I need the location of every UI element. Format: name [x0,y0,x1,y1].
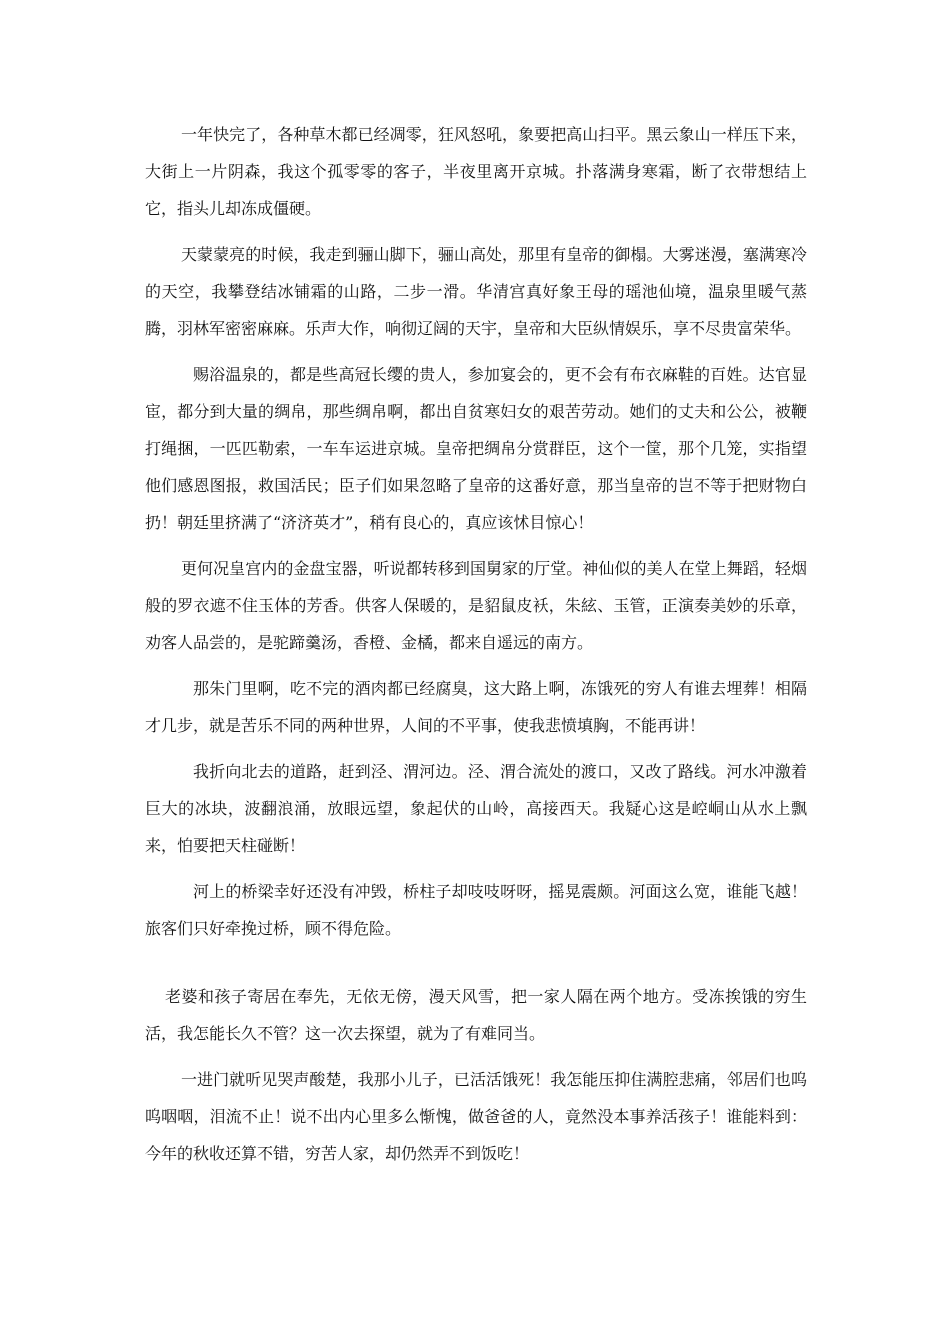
paragraph-3: 赐浴温泉的，都是些高冠长缨的贵人，参加宴会的，更不会有布衣麻鞋的百姓。达官显宦，都分到大量的绸帛，那些绸帛啊，都出自贫寒妇女的艰苦劳动。她们的丈夫和公公，被鞭打绳捆，一匹匹勒索，一车车运进京城。皇帝把绸帛分赏群臣，这个一筐，那个几笼，实指望他们感恩图报，救国活民；臣子们如果忽略了皇帝的这番好意，那当皇帝的岂不等于把财物白扔！朝廷里挤满了“济济英才”，稍有良心的，真应该怵目惊心！ [145,365,807,532]
paragraph-9: 一进门就听见哭声酸楚，我那小儿子，已活活饿死！我怎能压抑住满腔悲痛，邻居们也呜呜咽咽，泪流不止！说不出内心里多么惭愧，做爸爸的人，竟然没本事养活孩子！谁能料到：今年的秋收还算不错，穷苦人家，却仍然弄不到饭吃！ [145,1070,807,1163]
paragraph-4: 更何况皇宫内的金盘宝器，听说都转移到国舅家的厅堂。神仙似的美人在堂上舞蹈，轻烟般的罗衣遮不住玉体的芳香。供客人保暖的，是貂鼠皮袄，朱絃、玉管，正演奏美妙的乐章，劝客人品尝的，是驼蹄羹汤，香橙、金橘，都来自遥远的南方。 [145,559,807,652]
paragraph-gap [145,956,807,978]
paragraph-1: 一年快完了，各种草木都已经凋零，狂风怒吼，象要把高山扫平。黑云象山一样压下来，大街上一片阴森，我这个孤零零的客子，半夜里离开京城。扑落满身寒霜，断了衣带想结上它，指头儿却冻成僵硬。 [145,125,807,218]
document-body [145,116,807,1181]
paragraph-5: 那朱门里啊，吃不完的酒肉都已经腐臭，这大路上啊，冻饿死的穷人有谁去埋葬！相隔才几步，就是苦乐不同的两种世界，人间的不平事，使我悲愤填胸，不能再讲！ [145,679,807,735]
paragraph-8: 老婆和孩子寄居在奉先，无依无傍，漫天风雪，把一家人隔在两个地方。受冻挨饿的穷生活，我怎能长久不管？这一次去探望，就为了有难同当。 [145,987,807,1043]
paragraph-6: 我折向北去的道路，赶到泾、渭河边。泾、渭合流处的渡口，又改了路线。河水冲激着巨大的冰块，波翻浪涌，放眼远望，象起伏的山岭，高接西天。我疑心这是崆峒山从水上飘来，怕要把天柱碰断！ [145,762,807,855]
paragraph-7: 河上的桥梁幸好还没有冲毁，桥柱子却吱吱呀呀，摇晃震颇。河面这么宽，谁能飞越！旅客们只好牵挽过桥，顾不得危险。 [145,882,807,938]
paragraph-2: 天蒙蒙亮的时候，我走到骊山脚下，骊山高处，那里有皇帝的御榻。大雾迷漫，塞满寒冷的天空，我攀登结冰铺霜的山路，二步一滑。华清宫真好象王母的瑶池仙境，温泉里暖气蒸腾，羽林军密密麻麻。乐声大作，响彻辽阔的天宇，皇帝和大臣纵情娱乐，享不尽贵富荣华。 [145,245,807,338]
